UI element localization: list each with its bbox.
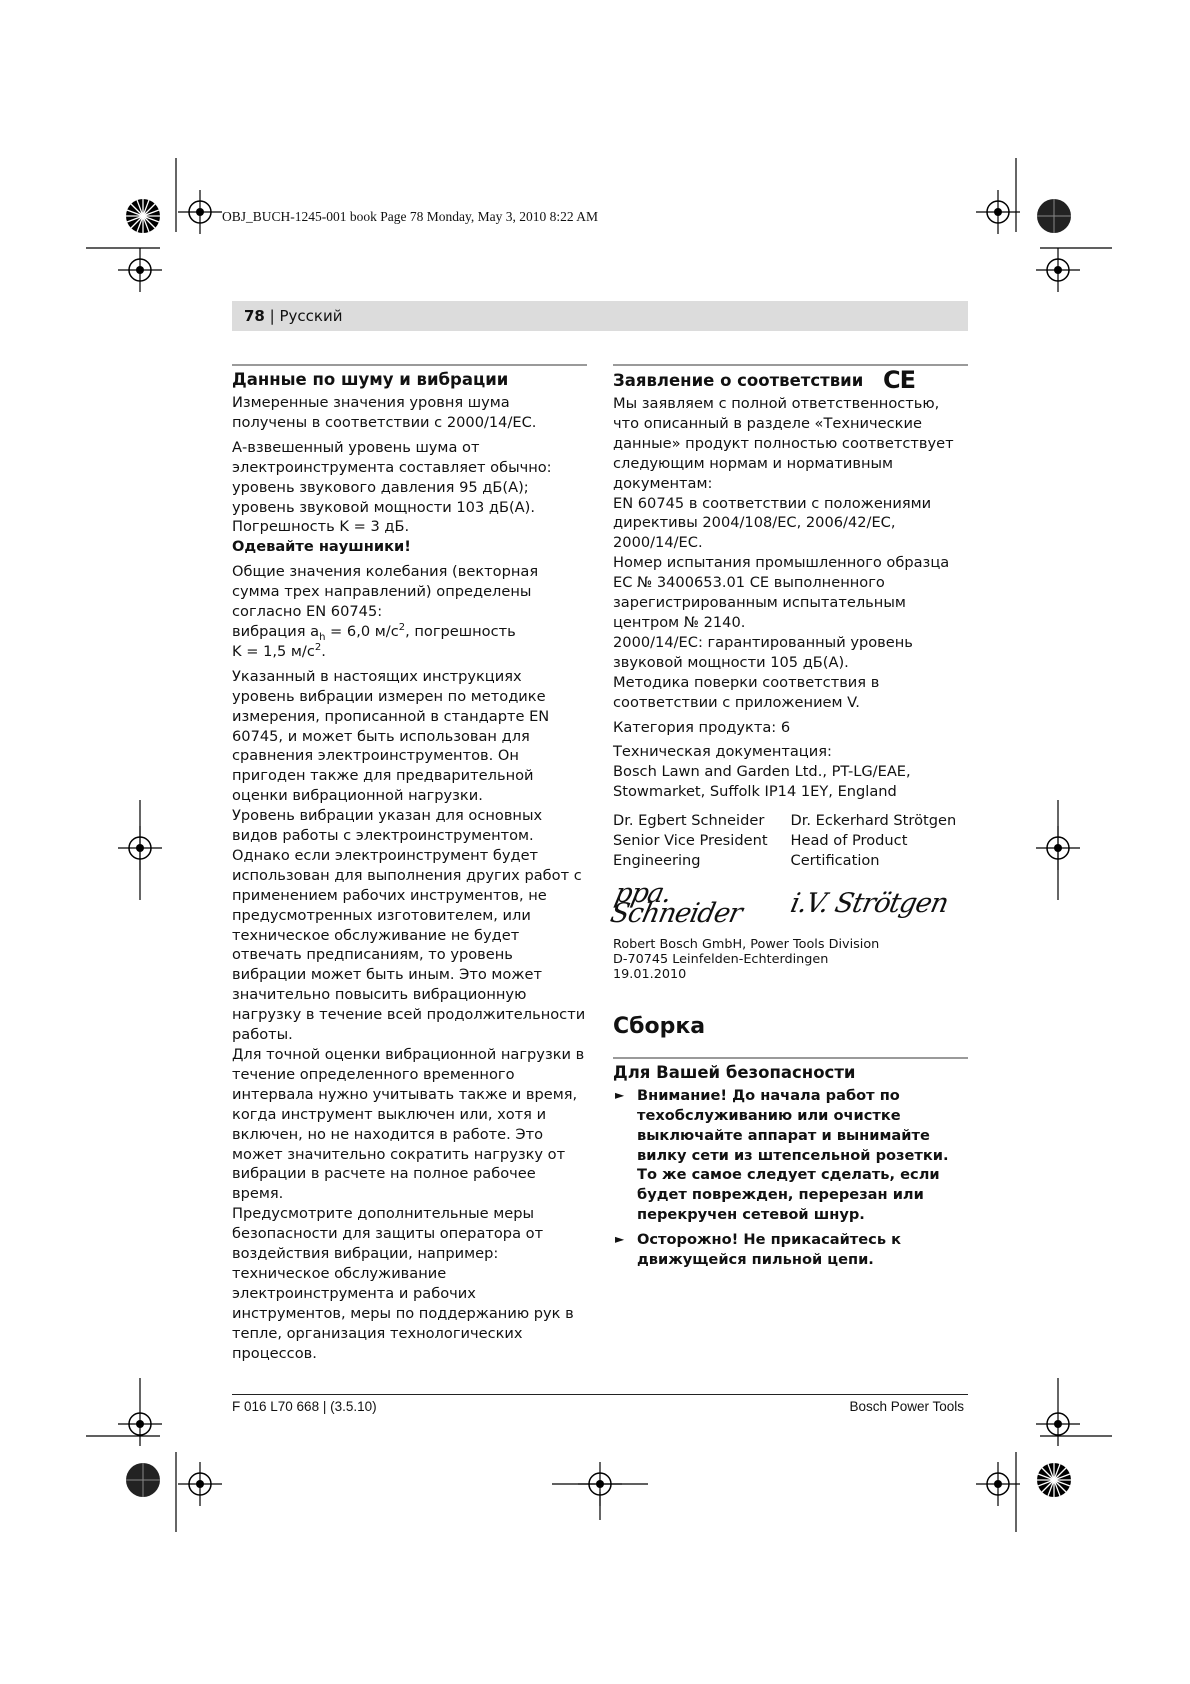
- paragraph: EN 60745 в соответствии с положениями директивы 2004/108/EC, 2006/42/EC, 2000/14/EC.: [613, 494, 932, 552]
- signatures: [607, 871, 968, 937]
- footer-rule: [232, 1394, 968, 1395]
- footer-brand: Bosch Power Tools: [849, 1399, 964, 1414]
- paragraph: уровень звуковой мощности 103 дБ(A).: [232, 498, 535, 516]
- section-title-conformity: Заявление о соответствии CE: [613, 366, 916, 394]
- paragraph: А-взвешенный уровень шума от электроинструмента составляет обычно:: [232, 438, 552, 476]
- header-separator: |: [269, 307, 275, 325]
- header-language: Русский: [279, 307, 343, 325]
- paragraph: Измеренные значения уровня шума получены в соответствии с 2000/14/EC.: [232, 394, 537, 431]
- paragraph: Уровень вибрации указан для основных видов работы с электроинструментом. Однако если электроинструмент будет использован для выполнения других работ с применением рабочих инструментов, не предусмотренных изготовителем, или техническое обслуживание не будет отвечать предписаниям, то уровень вибрации может быть иным. Это может значительно повысить вибрационную нагрузку в течение всей продолжительности работы.: [232, 807, 586, 1044]
- signer-schneider: Dr. Egbert Schneider Senior Vice President Engineering: [613, 812, 768, 869]
- print-slug: OBJ_BUCH-1245-001 book Page 78 Monday, May 3, 2010 8:22 AM: [222, 209, 598, 224]
- paragraph: Погрешность K = 3 дБ.: [232, 518, 410, 536]
- safety-bullet: ► Внимание! До начала работ по техобслуживанию или очистке выключайте аппарат и вынимайте вилку сети из штепсельной розетки. То же самое следует сделать, если будет поврежден, перерезан или перекручен сетевой шнур.: [613, 1086, 968, 1225]
- signature-stroetgen: i.V. Strötgen: [787, 887, 951, 919]
- signature-schneider: ppa. Schneider: [607, 877, 745, 929]
- subsection-title-safety: Для Вашей безопасности: [613, 1062, 856, 1082]
- section-rule: [232, 364, 587, 366]
- tech-doc-label: Техническая документация:: [613, 743, 832, 761]
- page-number: 78: [244, 307, 265, 325]
- right-column: [607, 364, 968, 1270]
- paragraph: Номер испытания промышленного образца EC № 3400653.01 CE выполненного зарегистрированным испытательным центром № 2140.: [613, 554, 950, 631]
- page-header: [244, 307, 342, 325]
- signer-stroetgen: Dr. Eckerhard Strötgen Head of Product Certification: [790, 812, 957, 869]
- paragraph: 2000/14/EC: гарантированный уровень звуковой мощности 105 дБ(A).: [613, 633, 913, 671]
- section-title-assembly: Сборка: [613, 1013, 706, 1039]
- signatories: [613, 811, 968, 871]
- vibration-value: вибрация $a_h = 6,0$ $м/с^2$, погрешность: [232, 622, 516, 643]
- company-name: Robert Bosch GmbH, Power Tools Division: [613, 936, 880, 952]
- ce-mark: CE: [883, 366, 916, 394]
- company-address: D-70745 Leinfelden-Echterdingen: [613, 951, 829, 967]
- paragraph: Указанный в настоящих инструкциях уровень вибрации измерен по методике измерения, прописанной в стандарте EN 60745, и может быть использован для сравнения электроинструментов. Он пригоден также для предварительной оценки вибрационной нагрузки.: [232, 667, 550, 805]
- paragraph: Общие значения колебания (векторная сумма трех направлений) определены согласно EN 60745:: [232, 563, 539, 621]
- paragraph: Методика поверки соответствия в соответствии с приложением V.: [613, 673, 880, 711]
- footer-doc-number: F 016 L70 668 | (3.5.10): [232, 1399, 377, 1414]
- vibration-uncertainty: K = 1,5 $м/с^2$.: [232, 642, 326, 660]
- product-category: Категория продукта: 6: [613, 718, 791, 736]
- paragraph: уровень звукового давления 95 дБ(A);: [232, 478, 529, 496]
- paragraph: Мы заявляем с полной ответственностью, что описанный в разделе «Технические данные» продукт полностью соответствует следующим нормам и нормативным документам:: [613, 395, 954, 492]
- section-rule: [613, 1057, 968, 1059]
- safety-bullet: ► Осторожно! Не прикасайтесь к движущейся пильной цепи.: [613, 1230, 968, 1270]
- paragraph: Для точной оценки вибрационной нагрузки в течение определенного временного интервала нужно учитывать также и время, когда инструмент выключен или, хотя и включен, но не находится в работе. Это может значительно сократить нагрузку от вибрации в расчете на полное рабочее время.: [232, 1046, 585, 1203]
- tech-doc-address: Bosch Lawn and Garden Ltd., PT-LG/EAE,: [613, 763, 911, 781]
- signature-date: 19.01.2010: [613, 966, 687, 982]
- left-column: [232, 364, 587, 1364]
- warning-text: Одевайте наушники!: [232, 538, 411, 556]
- paragraph: Предусмотрите дополнительные меры безопасности для защиты оператора от воздействия вибрации, например: техническое обслуживание электроинструмента и рабочих инструментов, меры по поддержанию рук в тепле, организация технологических процессов.: [232, 1205, 574, 1362]
- page-header-bar: [232, 301, 968, 331]
- tech-doc-address: Stowmarket, Suffolk IP14 1EY, England: [613, 783, 897, 801]
- section-title-noise: Данные по шуму и вибрации: [232, 370, 509, 389]
